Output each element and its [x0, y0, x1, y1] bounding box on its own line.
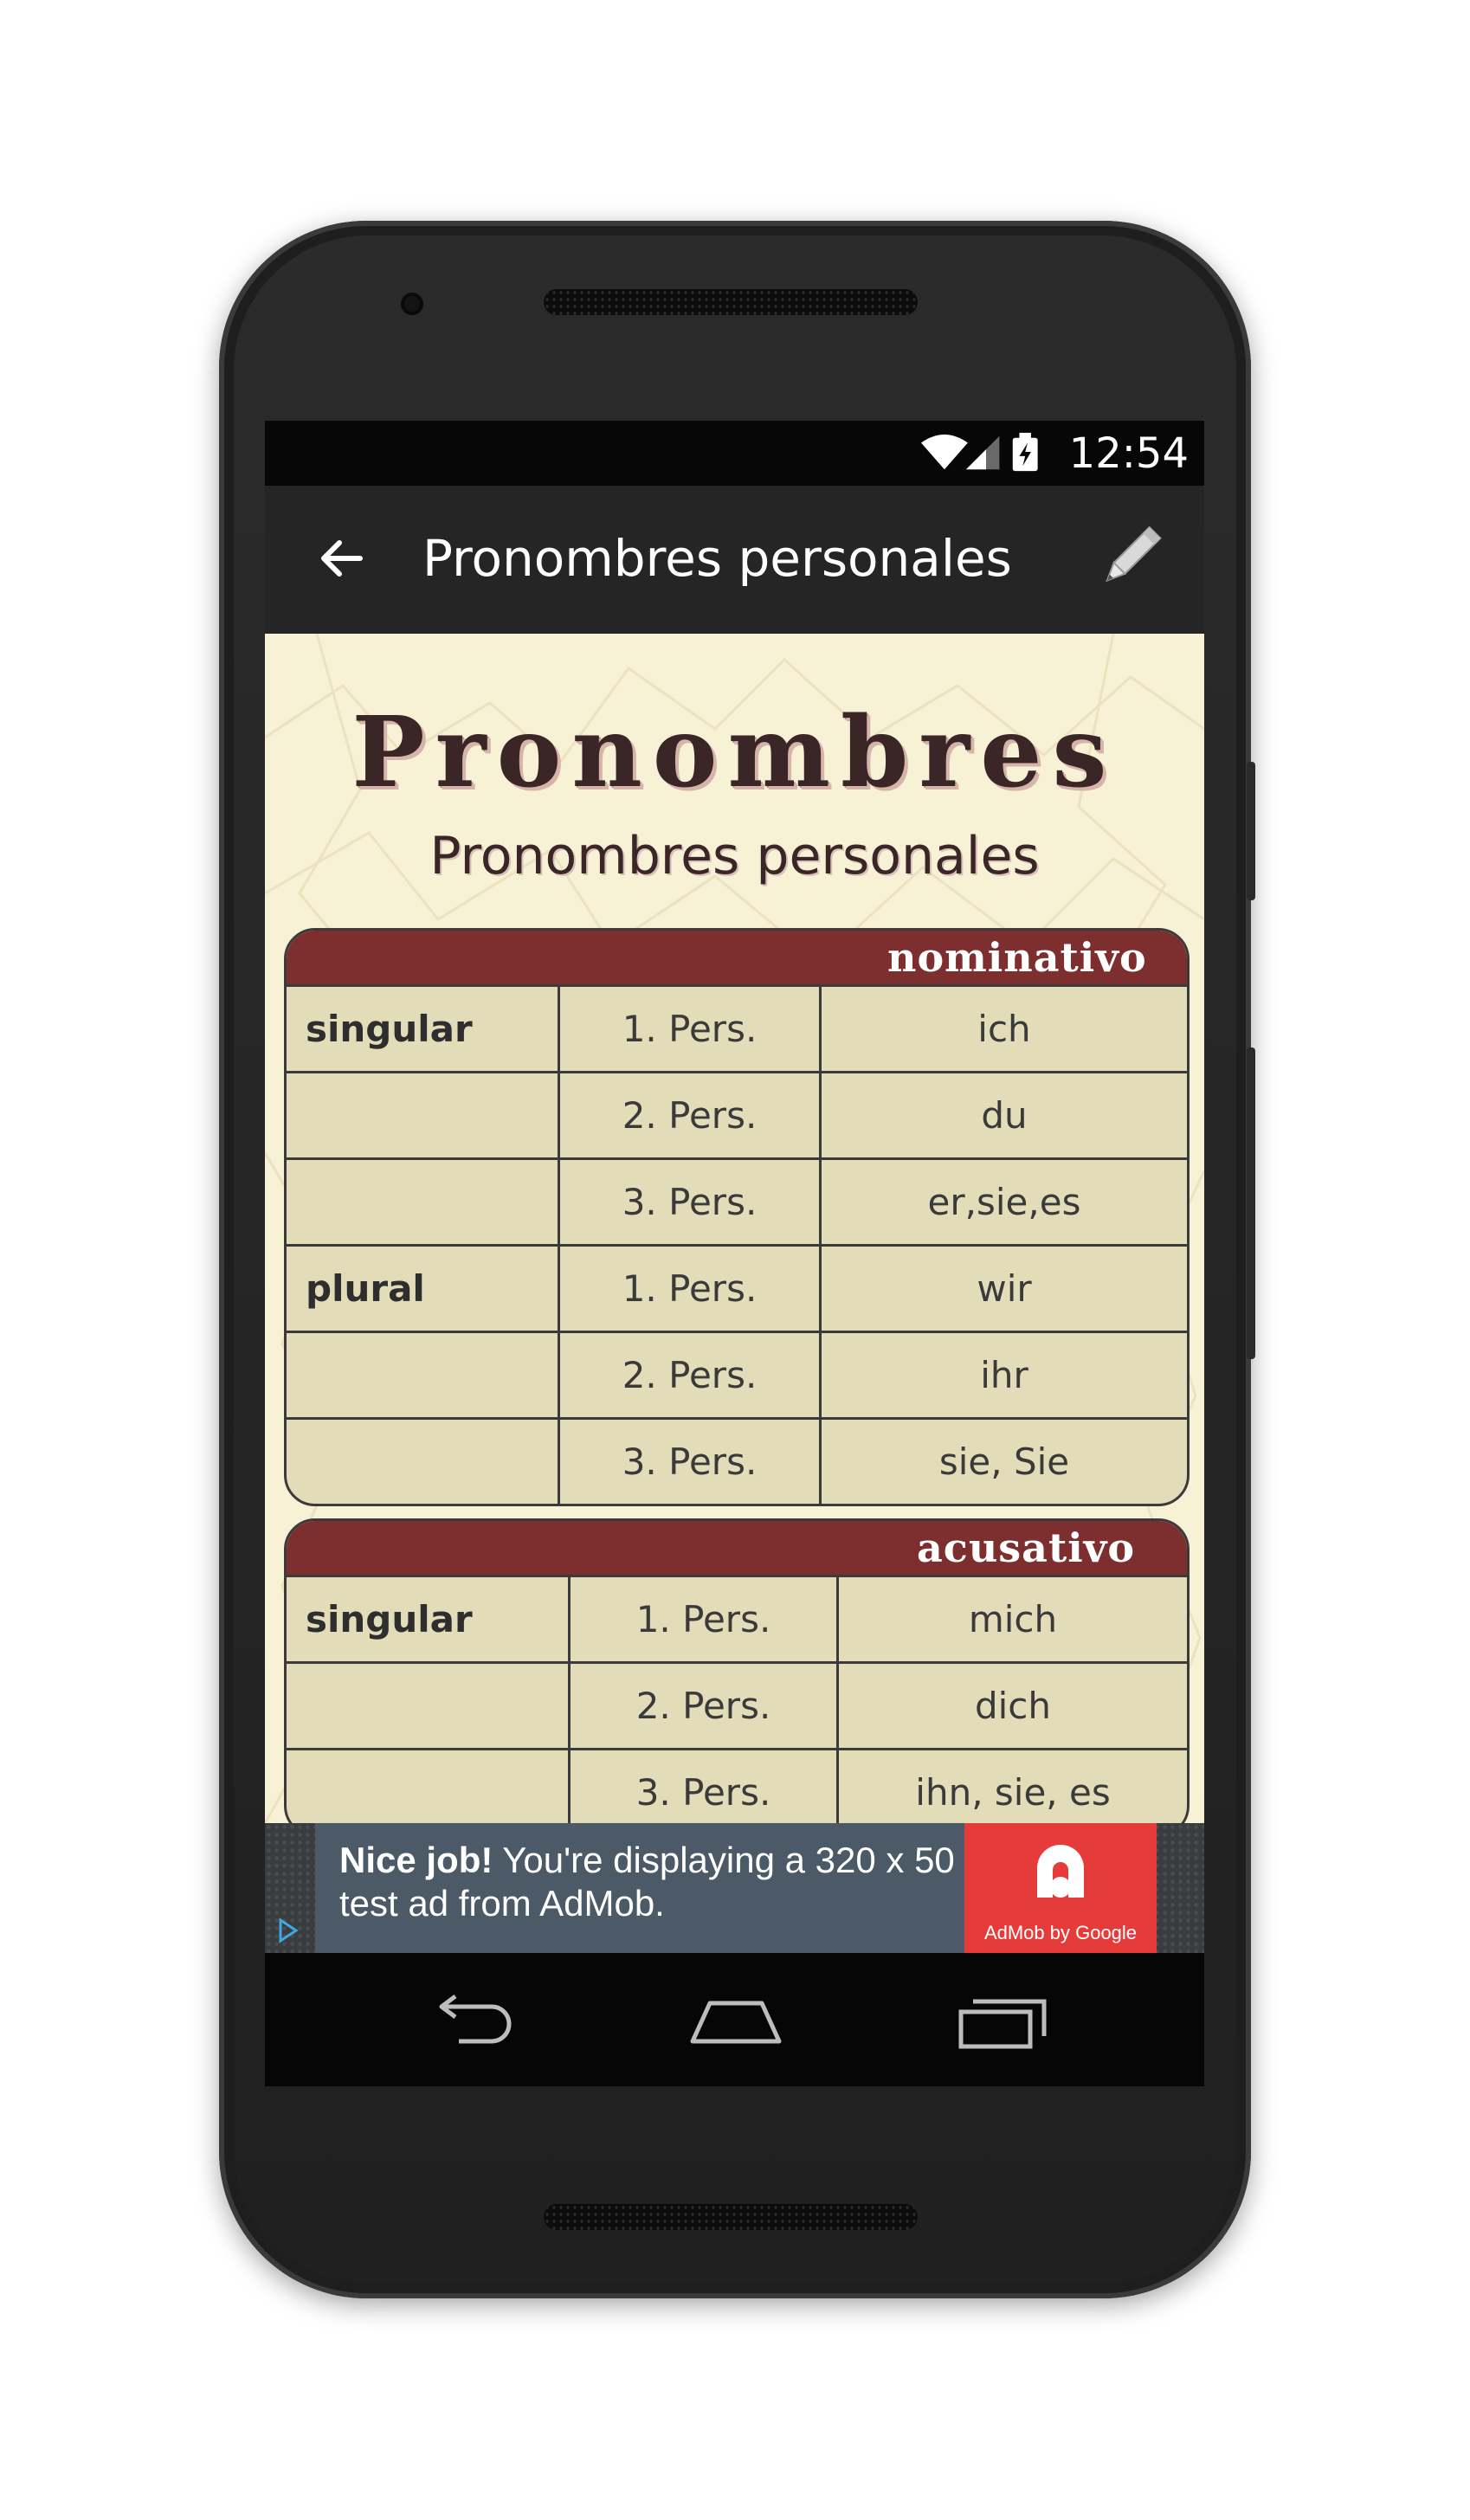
person-cell: 3. Pers.: [560, 1160, 822, 1244]
person-cell: 2. Pers.: [571, 1664, 839, 1748]
person-cell: 2. Pers.: [560, 1073, 822, 1157]
ad-body-text: You're displaying a 320 x 50 test ad from AdMob.: [339, 1840, 955, 1924]
front-camera: [401, 293, 423, 315]
ad-message-area[interactable]: [315, 1823, 964, 1953]
nav-recents-icon[interactable]: [952, 1988, 1056, 2057]
number-cell: [287, 1664, 571, 1748]
bottom-speaker: [544, 2204, 918, 2230]
arrow-back-icon[interactable]: [310, 527, 372, 590]
acusativo-table: [284, 1518, 1190, 1823]
pronoun-cell: sie, Sie: [938, 1440, 1070, 1483]
ad-banner[interactable]: [265, 1823, 1204, 1953]
admob-caption: AdMob by Google: [983, 1922, 1138, 1943]
table-row: [287, 1247, 1187, 1333]
nominativo-table: [284, 928, 1190, 1506]
pronoun-cell: ihn, sie, es: [915, 1771, 1111, 1814]
number-cell: [287, 1750, 571, 1823]
table-row: [287, 1577, 1187, 1664]
admob-logo[interactable]: [964, 1823, 1157, 1953]
nav-home-icon[interactable]: [684, 1988, 788, 2057]
pencil-icon[interactable]: [1090, 517, 1170, 596]
power-button: [1247, 1047, 1255, 1359]
number-cell: [287, 1160, 560, 1244]
person-cell: 3. Pers.: [571, 1750, 839, 1823]
table-header: [287, 1521, 1187, 1577]
table-row: [287, 1664, 1187, 1750]
ad-text: [339, 1839, 963, 1925]
status-time: 12:54: [1068, 429, 1189, 478]
number-cell: [287, 1333, 560, 1417]
nav-back-icon[interactable]: [424, 1988, 528, 2057]
number-cell: plural: [287, 1247, 560, 1331]
page-subheading: Pronombres personales: [429, 826, 1040, 886]
status-bar: [265, 421, 1204, 486]
table-row: [287, 1333, 1187, 1420]
signal-icon: [966, 436, 999, 469]
pronoun-cell: er,sie,es: [927, 1181, 1081, 1223]
table-row: [287, 1750, 1187, 1823]
page-heading: Pronombres: [351, 696, 1118, 809]
pronoun-cell: wir: [977, 1267, 1032, 1310]
app-bar-title: Pronombres personales: [422, 529, 1012, 588]
person-cell: 2. Pers.: [560, 1333, 822, 1417]
top-speaker: [544, 289, 918, 315]
person-cell: 1. Pers.: [571, 1577, 839, 1661]
pronoun-cell: du: [981, 1094, 1028, 1137]
table-row: [287, 1073, 1187, 1160]
table-row: [287, 1160, 1187, 1247]
wifi-icon: [921, 435, 968, 469]
pronoun-cell: dich: [974, 1685, 1052, 1727]
pronoun-cell: ich: [977, 1008, 1031, 1050]
navigation-bar: [265, 1953, 1204, 2086]
number-cell: singular: [287, 987, 560, 1071]
pronoun-cell: mich: [968, 1598, 1058, 1640]
table-header: [287, 931, 1187, 987]
table-header-label: nominativo: [887, 934, 1147, 981]
person-cell: 1. Pers.: [560, 987, 822, 1071]
number-cell: [287, 1073, 560, 1157]
ad-bold-text: Nice job!: [339, 1840, 493, 1880]
pronoun-cell: ihr: [980, 1354, 1028, 1396]
volume-button: [1247, 762, 1255, 900]
table-row: [287, 987, 1187, 1073]
table-header-label: acusativo: [917, 1524, 1136, 1571]
admob-icon: [964, 1823, 1157, 1918]
status-icons: [917, 431, 1055, 474]
number-cell: singular: [287, 1577, 571, 1661]
person-cell: 1. Pers.: [560, 1247, 822, 1331]
screen: [265, 421, 1204, 2086]
app-bar: [265, 486, 1204, 634]
content-area[interactable]: [265, 634, 1204, 1823]
battery-charging-icon: [1013, 433, 1038, 471]
person-cell: 3. Pers.: [560, 1420, 822, 1504]
number-cell: [287, 1420, 560, 1504]
table-row: [287, 1420, 1187, 1504]
adchoices-icon[interactable]: [274, 1917, 301, 1944]
